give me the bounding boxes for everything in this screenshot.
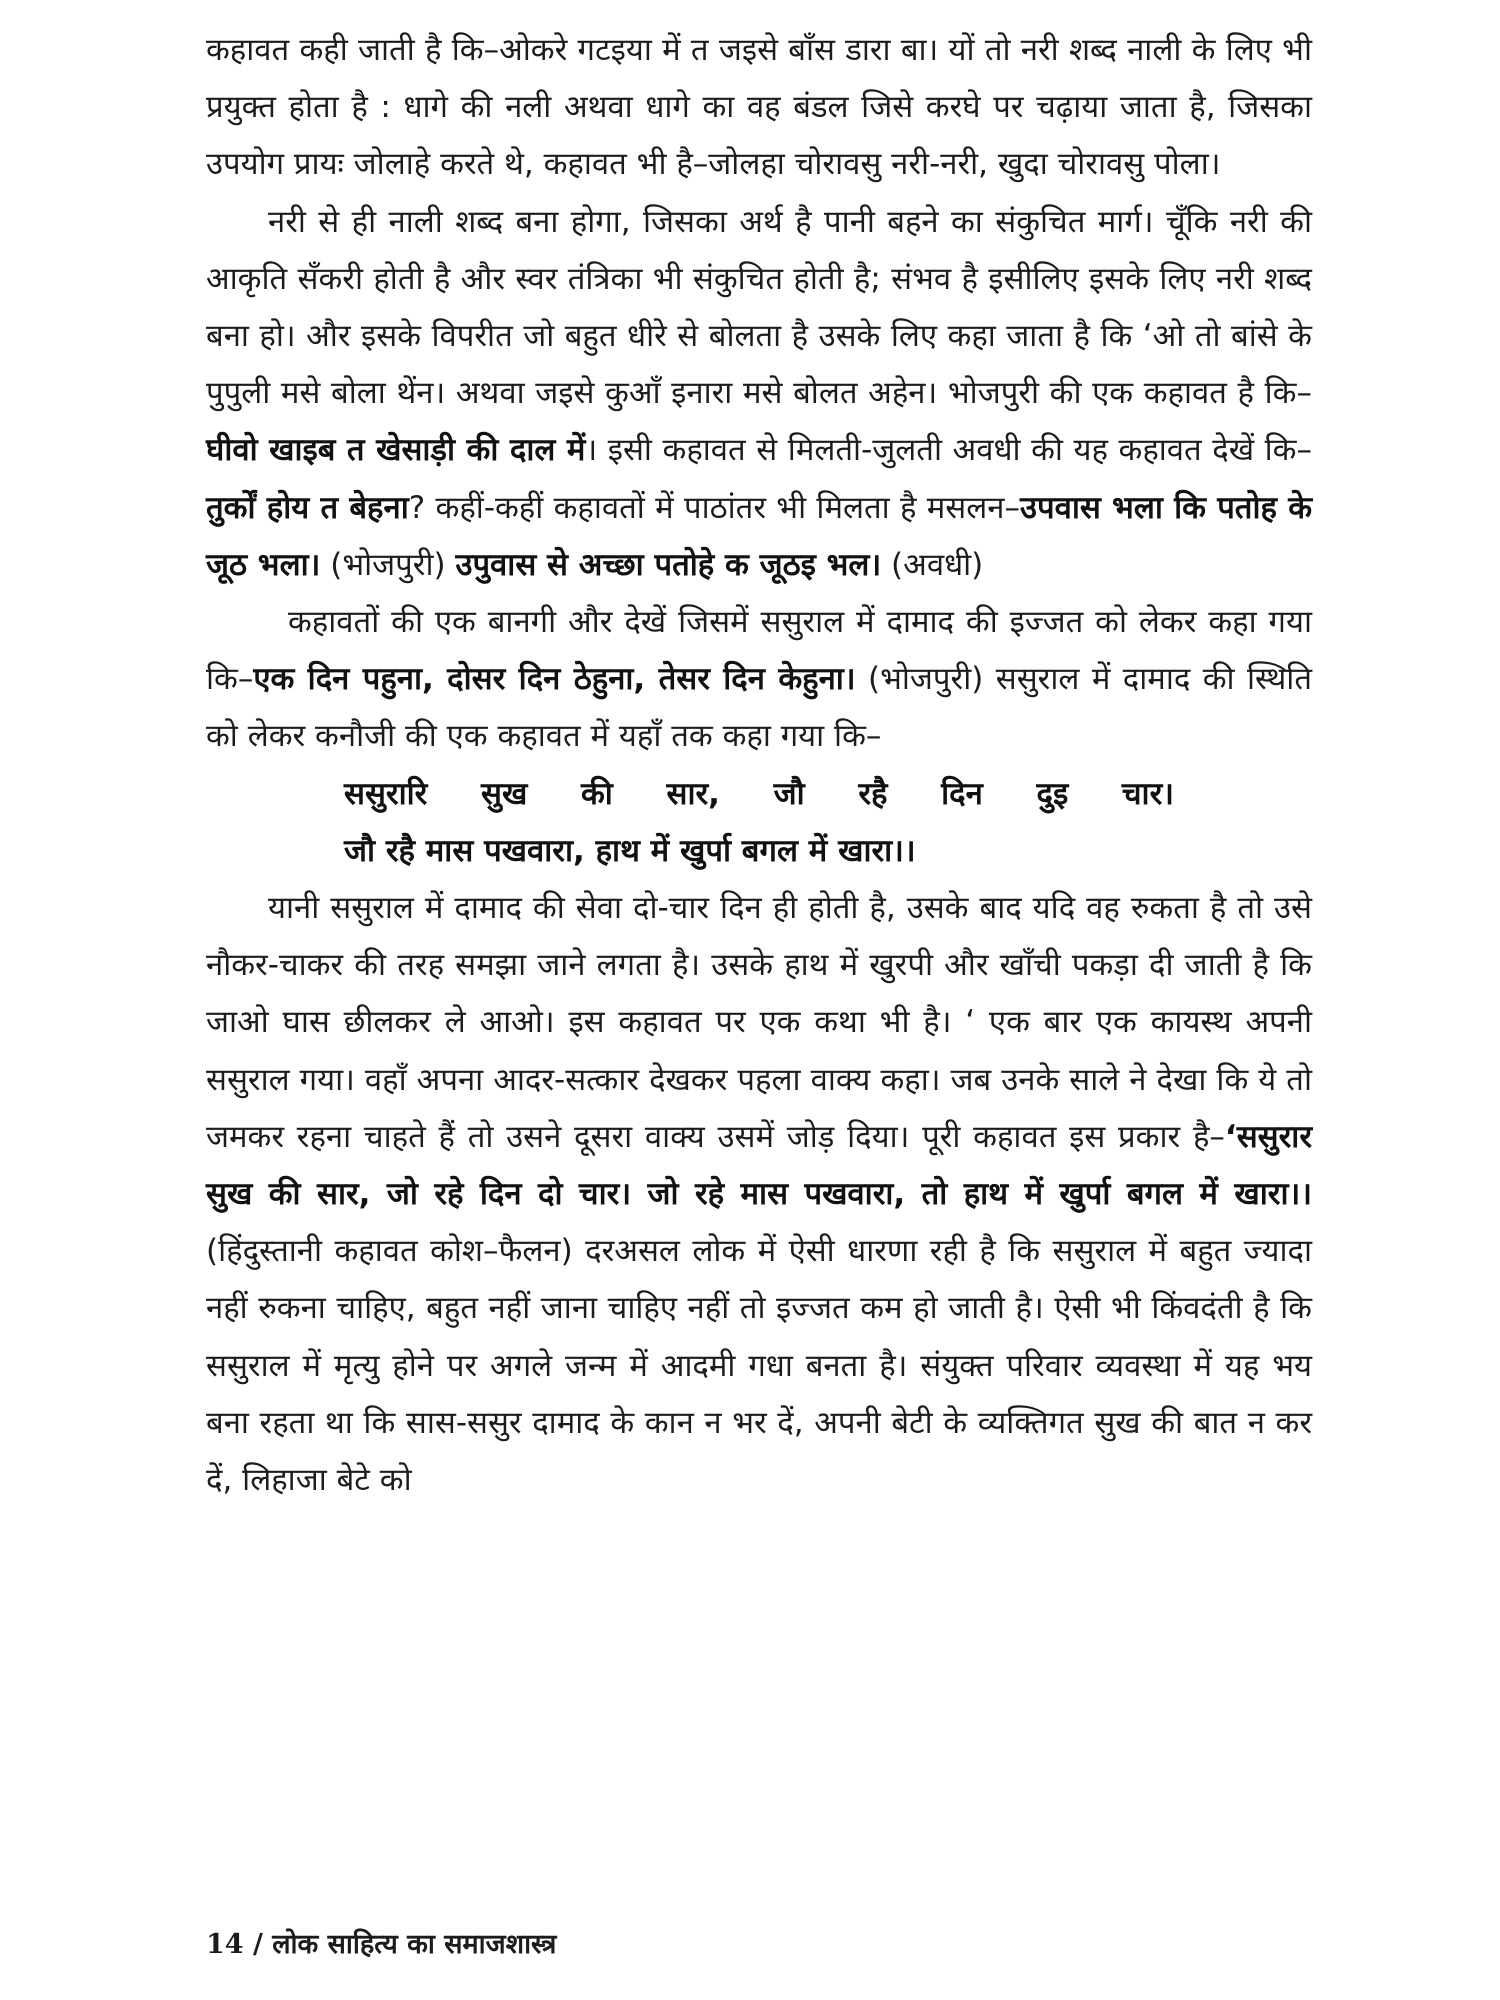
paragraph-4: [206, 880, 1312, 1509]
paragraph-2-text-2: । इसी कहावत से मिलती-जुलती अवधी की यह कहावत देखें कि–: [585, 432, 1312, 469]
page-body: [206, 22, 1312, 1509]
proverb-bhojpuri-3: एक दिन पहुना, दोसर दिन ठेहुना, तेसर दिन केहुना।: [253, 661, 856, 698]
paragraph-4-text-2: (हिंदुस्तानी कहावत कोश–फैलन) दरअसल लोक में ऐसी धारणा रही है कि ससुराल में बहुत ज्यादा नहीं रुकना चाहिए, बहुत नहीं जाना चाहिए नहीं तो इज्जत कम हो जाती है। ऐसी भी किंवदंती है कि ससुराल में मृत्यु होने पर अगले जन्म में आदमी गधा बनता है। संयुक्त परिवार व्यवस्था में यह भय बना रहता था कि सास-ससुर दामाद के कान न भर दें, अपनी बेटी के व्यक्तिगत सुख की बात न कर दें, लिहाजा बेटे को: [206, 1233, 1312, 1499]
paragraph-3-text-2: (भोजपुरी) ससुराल में दामाद की स्थिति को लेकर कनौजी की एक कहावत में यहाँ तक कहा गया कि–: [206, 661, 1312, 755]
page-footer: [206, 1924, 556, 1961]
paragraph-2-text-3: ? कहीं-कहीं कहावतों में पाठांतर भी मिलता है मसलन–: [408, 489, 1020, 526]
proverb-awadhi-1: तुर्कों होय त बेहना: [206, 489, 409, 526]
paragraph-3: [206, 594, 1312, 766]
paragraph-2: [206, 194, 1312, 594]
book-title: लोक साहित्य का समाजशास्त्र: [272, 1929, 557, 1960]
proverb-bhojpuri-1: घीवो खाइब त खेसाड़ी की दाल में: [206, 432, 586, 469]
paragraph-2-text-5: (अवधी): [881, 546, 984, 583]
proverb-full-quote: ‘ससुरार सुख की सार, जो रहे दिन दो चार। जो रहे मास पखवारा, तो हाथ में खुर्पा बगल में खारा।।: [206, 1118, 1312, 1213]
page-number: 14: [206, 1929, 244, 1960]
paragraph-1: कहावत कही जाती है कि–ओकरे गटइया में त जइसे बाँस डारा बा। यों तो नरी शब्द नाली के लिए भी प्रयुक्त होता है : धागे की नली अथवा धागे का वह बंडल जिसे करघे पर चढ़ाया जाता है, जिसका उपयोग प्रायः जोलाहे करते थे, कहावत भी है–जोलहा चोरावसु नरी-नरी, खुदा चोरावसु पोला।: [206, 32, 1312, 183]
paragraph-2-text-4: (भोजपुरी): [320, 546, 456, 583]
paragraph-2-text-1: नरी से ही नाली शब्द बना होगा, जिसका अर्थ है पानी बहने का संकुचित मार्ग। चूँकि नरी की आकृति सँकरी होती है और स्वर तंत्रिका भी संकुचित होती है; संभव है इसीलिए इसके लिए नरी शब्द बना हो। और इसके विपरीत जो बहुत धीरे से बोलता है उसके लिए कहा जाता है कि ‘ओ तो बांसे के पुपुली मसे बोला थेंन। अथवा जइसे कुआँ इनारा मसे बोलत अहेन। भोजपुरी की एक कहावत है कि–: [206, 203, 1312, 412]
paragraph-4-text-1: यानी ससुराल में दामाद की सेवा दो-चार दिन ही होती है, उसके बाद यदि वह रुकता है तो उसे नौकर-चाकर की तरह समझा जाने लगता है। उसके हाथ में खुरपी और खाँची पकड़ा दी जाती है कि जाओ घास छीलकर ले आओ। इस कहावत पर एक कथा भी है। ‘ एक बार एक कायस्थ अपनी ससुराल गया। वहाँ अपना आदर-सत्कार देखकर पहला वाक्य कहा। जब उनके साले ने देखा कि ये तो जमकर रहना चाहते हैं तो उसने दूसरा वाक्य उसमें जोड़ दिया। पूरी कहावत इस प्रकार है–: [206, 890, 1312, 1155]
verse-line-2: जौ रहै मास पखवारा, हाथ में खुर्पा बगल में खारा।।: [344, 832, 916, 869]
verse-line-1: ससुरारि सुख की सार, जौ रहै दिन दुइ चार।: [344, 775, 1174, 812]
footer-separator: /: [243, 1929, 273, 1960]
proverb-bhojpuri-2: उपवास भला कि पतोह के जूठ भला।: [206, 489, 1313, 583]
proverb-awadhi-2: उपुवास से अच्छा पतोहे क जूठइ भल।: [455, 546, 882, 583]
paragraph-3-text-1: कहावतों की एक बानगी और देखें जिसमें ससुराल में दामाद की इज्जत को लेकर कहा गया कि–: [206, 604, 1312, 698]
